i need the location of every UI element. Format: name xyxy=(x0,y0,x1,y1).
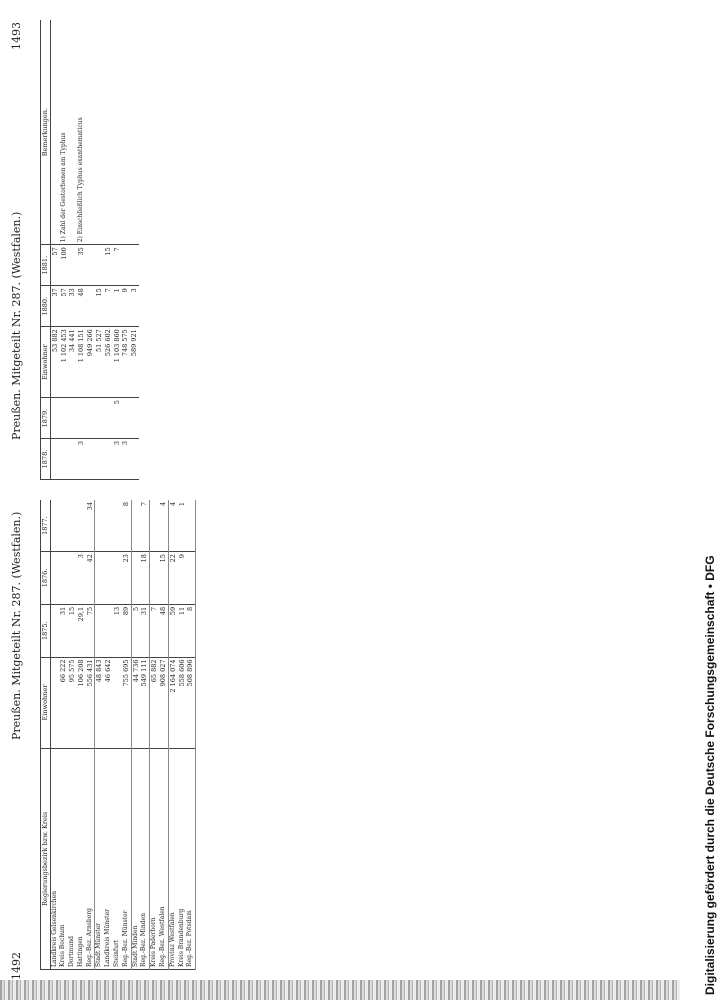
table-cell xyxy=(60,398,69,439)
table-cell: 65 882 xyxy=(150,657,159,748)
table-cell: Reg.-Bez. Münster xyxy=(122,748,131,969)
table-cell: 15 xyxy=(159,552,168,605)
table-cell: 556 431 xyxy=(86,657,95,748)
right-column-header: 1880. xyxy=(41,286,51,327)
table-cell: 53 882 xyxy=(50,327,59,398)
table-cell xyxy=(86,245,95,286)
right-statistics-table xyxy=(40,20,139,480)
table-row xyxy=(50,500,59,970)
table-cell xyxy=(50,20,59,245)
table-cell: 589 921 xyxy=(130,327,139,398)
table-cell xyxy=(104,439,113,480)
table-cell: Kreis Bochum xyxy=(59,748,68,969)
table-cell xyxy=(95,604,104,657)
table-cell: 2) Einschließlich Typhus exanthematicus xyxy=(77,20,86,245)
table-cell: 35 xyxy=(77,245,86,286)
table-cell xyxy=(50,604,59,657)
table-cell: Provinz Westfalen xyxy=(168,748,177,969)
scan-edge-noise xyxy=(0,980,680,1000)
right-column-header: Einwohner xyxy=(41,327,51,398)
table-cell: Hattingen xyxy=(77,748,86,969)
table-cell: 95 575 xyxy=(68,657,77,748)
table-cell xyxy=(60,439,69,480)
table-cell xyxy=(113,500,122,552)
table-cell: 1 xyxy=(113,286,122,327)
table-cell: 22 xyxy=(168,552,177,605)
table-cell: 3 xyxy=(130,286,139,327)
sidebar xyxy=(673,0,717,1000)
left-statistics-table xyxy=(40,500,196,970)
table-cell: Reg.-Bez. Arnsberg xyxy=(86,748,95,969)
table-cell xyxy=(131,500,140,552)
table-cell xyxy=(77,398,86,439)
table-cell: 34 xyxy=(86,500,95,552)
table-cell xyxy=(150,500,159,552)
table-cell: 558 606 xyxy=(178,657,187,748)
left-page-number: 1492 xyxy=(10,952,23,980)
table-row xyxy=(178,500,187,970)
table-cell: 5 xyxy=(131,604,140,657)
table-cell xyxy=(150,552,159,605)
table-cell xyxy=(77,500,86,552)
table-cell: 3 xyxy=(77,439,86,480)
table-row xyxy=(104,20,113,480)
table-cell: 59 xyxy=(168,604,177,657)
table-cell xyxy=(95,20,104,245)
table-row xyxy=(159,500,168,970)
table-cell: Steinfurt xyxy=(113,748,122,969)
table-cell: 100 xyxy=(60,245,69,286)
table-row xyxy=(122,500,131,970)
table-cell xyxy=(95,500,104,552)
table-cell: 908 027 xyxy=(159,657,168,748)
table-cell: 7 xyxy=(104,286,113,327)
table-cell xyxy=(104,20,113,245)
table-cell: 89 xyxy=(122,604,131,657)
table-cell: 15 xyxy=(95,286,104,327)
table-row xyxy=(168,500,177,970)
table-cell: 8 xyxy=(186,604,195,657)
table-cell: 48 xyxy=(159,604,168,657)
table-cell xyxy=(68,552,77,605)
table-cell: 44 736 xyxy=(131,657,140,748)
table-cell: 29,1 xyxy=(77,604,86,657)
table-cell: 5 xyxy=(113,398,122,439)
table-cell: 526 602 xyxy=(104,327,113,398)
table-row xyxy=(104,500,113,970)
table-cell: 46 642 xyxy=(104,657,113,748)
table-cell: 42 xyxy=(86,552,95,605)
table-cell: 11 xyxy=(178,604,187,657)
left-column-header: Einwohner xyxy=(41,657,51,748)
table-cell: Reg.-Bez. Minden xyxy=(140,748,149,969)
table-cell xyxy=(130,439,139,480)
table-cell xyxy=(86,439,95,480)
table-cell: Stadt Münster xyxy=(95,748,104,969)
table-row xyxy=(150,500,159,970)
table-cell xyxy=(68,245,77,286)
table-row xyxy=(77,500,86,970)
table-cell: Reg.-Bez. Potsdam xyxy=(186,748,195,969)
table-cell xyxy=(104,398,113,439)
table-row xyxy=(86,500,95,970)
table-row xyxy=(186,500,195,970)
table-cell: 31 xyxy=(140,604,149,657)
table-cell: 15 xyxy=(104,245,113,286)
table-cell: Reg.-Bez. Westfalen xyxy=(159,748,168,969)
table-cell: 549 111 xyxy=(140,657,149,748)
table-cell: 106 208 xyxy=(77,657,86,748)
table-cell: 1 xyxy=(178,500,187,552)
table-cell xyxy=(130,398,139,439)
table-cell xyxy=(86,398,95,439)
table-cell: Stadt Minden xyxy=(131,748,140,969)
table-cell: 3 xyxy=(77,552,86,605)
table-cell: 4 xyxy=(159,500,168,552)
table-row xyxy=(131,500,140,970)
table-cell: 48 xyxy=(77,286,86,327)
left-column-header: 1876. xyxy=(41,552,51,605)
table-cell: Landkreis Münster xyxy=(104,748,113,969)
table-cell: Dortmund xyxy=(68,748,77,969)
table-row xyxy=(68,500,77,970)
table-cell xyxy=(104,552,113,605)
right-column-header: 1879. xyxy=(41,398,51,439)
table-row xyxy=(68,20,77,480)
table-cell: 18 xyxy=(140,552,149,605)
table-cell xyxy=(50,439,59,480)
table-cell xyxy=(121,20,130,245)
table-cell: 4 xyxy=(168,500,177,552)
table-cell xyxy=(59,552,68,605)
table-cell xyxy=(131,552,140,605)
table-cell: 15 xyxy=(68,604,77,657)
table-cell: 48 843 xyxy=(95,657,104,748)
table-cell: 37 xyxy=(50,286,59,327)
table-cell: 66 222 xyxy=(59,657,68,748)
table-cell xyxy=(121,398,130,439)
table-cell xyxy=(86,20,95,245)
table-cell xyxy=(121,245,130,286)
table-row xyxy=(95,20,104,480)
table-row xyxy=(60,20,69,480)
table-cell xyxy=(113,657,122,748)
table-cell: 1 103 860 xyxy=(113,327,122,398)
table-cell: Kreis Paderborn xyxy=(150,748,159,969)
table-cell xyxy=(130,20,139,245)
table-cell: 7 xyxy=(113,245,122,286)
table-row xyxy=(130,20,139,480)
table-cell: 7 xyxy=(140,500,149,552)
table-cell: 13 xyxy=(113,604,122,657)
table-row xyxy=(59,500,68,970)
table-cell xyxy=(50,552,59,605)
table-cell xyxy=(95,552,104,605)
table-cell: 1) Zahl der Gestorbenen am Typhus xyxy=(60,20,69,245)
table-row xyxy=(140,500,149,970)
table-cell: 1 108 151 xyxy=(77,327,86,398)
table-cell xyxy=(113,20,122,245)
table-cell: 9 xyxy=(121,286,130,327)
table-cell xyxy=(113,552,122,605)
table-cell: Landkreis Gelsenkirchen xyxy=(50,748,59,969)
right-column-header: 1881. xyxy=(41,245,51,286)
table-cell xyxy=(68,500,77,552)
left-column-header: 1875. xyxy=(41,604,51,657)
right-column-header: Bemerkungen. xyxy=(41,20,51,245)
right-column-header: 1878. xyxy=(41,439,51,480)
table-cell xyxy=(86,286,95,327)
table-cell: 2 164 074 xyxy=(168,657,177,748)
table-cell: 9 xyxy=(178,552,187,605)
dfg-sidebar-text: Digitalisierung gefördert durch die Deutsche Forschungsgemeinschaft • DFG xyxy=(703,555,717,995)
table-cell: 31 xyxy=(59,604,68,657)
table-cell: 3 xyxy=(113,439,122,480)
table-cell: 949 266 xyxy=(86,327,95,398)
table-cell: 3 xyxy=(121,439,130,480)
table-cell xyxy=(186,552,195,605)
table-cell xyxy=(50,500,59,552)
table-cell xyxy=(104,604,113,657)
table-cell: Kreis Brandenburg xyxy=(178,748,187,969)
table-cell xyxy=(50,398,59,439)
table-cell xyxy=(130,245,139,286)
table-row xyxy=(113,500,122,970)
table-row xyxy=(77,20,86,480)
table-cell: 8 xyxy=(122,500,131,552)
table-cell xyxy=(186,500,195,552)
table-cell: 57 xyxy=(50,245,59,286)
table-cell xyxy=(50,657,59,748)
table-cell xyxy=(95,398,104,439)
table-cell xyxy=(95,245,104,286)
table-cell: 755 695 xyxy=(122,657,131,748)
table-cell: 7 xyxy=(150,604,159,657)
right-page-header: Preußen. Mitgeteilt Nr. 287. (Westfalen.) xyxy=(10,211,23,440)
left-page-header: Preußen. Mitgeteilt Nr. 287. (Westfalen.) xyxy=(10,511,23,740)
table-cell xyxy=(95,439,104,480)
table-cell: 34 441 xyxy=(68,327,77,398)
table-row xyxy=(86,20,95,480)
table-cell: 23 xyxy=(122,552,131,605)
table-cell: 33 xyxy=(68,286,77,327)
table-row xyxy=(113,20,122,480)
table-cell: 748 575 xyxy=(121,327,130,398)
table-row xyxy=(121,20,130,480)
right-page-number: 1493 xyxy=(10,22,23,50)
table-cell xyxy=(59,500,68,552)
table-cell xyxy=(104,500,113,552)
table-cell xyxy=(68,398,77,439)
left-column-header: Regierungsbezirk bzw. Kreis xyxy=(41,748,51,969)
table-cell: 508 896 xyxy=(186,657,195,748)
table-cell: 51 527 xyxy=(95,327,104,398)
table-row xyxy=(50,20,59,480)
left-column-header: 1877. xyxy=(41,500,51,552)
table-cell: 1 102 453 xyxy=(60,327,69,398)
table-cell: 75 xyxy=(86,604,95,657)
table-cell xyxy=(68,439,77,480)
table-cell xyxy=(68,20,77,245)
table-cell: 57 xyxy=(60,286,69,327)
table-row xyxy=(95,500,104,970)
